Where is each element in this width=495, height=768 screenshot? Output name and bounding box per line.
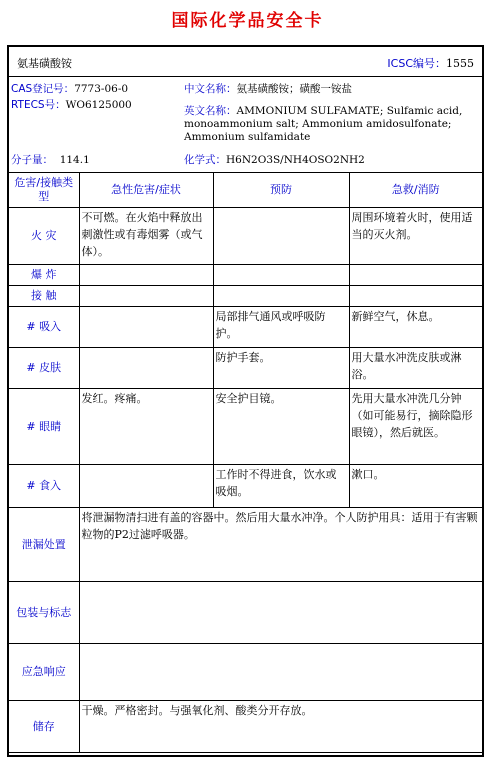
en-value: AMMONIUM SULFAMATE; Sulfamic acid, monoammonium salt; Ammonium amidosulfonate; Ammonium sulfamidate xyxy=(184,105,463,143)
rtecs-label: RTECS号： xyxy=(11,99,66,111)
row-prevention: 工作时不得进食，饮水或吸烟。 xyxy=(213,464,349,507)
row-prevention: 局部排气通风或呼吸防护。 xyxy=(213,306,349,347)
cn-value: 氨基磺酸铵；磺酸一铵盐 xyxy=(236,83,352,95)
icsc-number xyxy=(387,55,474,71)
en-name-block xyxy=(184,105,476,144)
row-symptoms: 发红。疼痛。 xyxy=(79,388,213,464)
mw-line xyxy=(11,152,90,167)
row-type: 火 灾 xyxy=(9,207,79,264)
row-symptoms xyxy=(79,347,213,388)
row-symptoms xyxy=(79,306,213,347)
row-type: # 食入 xyxy=(9,464,79,507)
row-prevention xyxy=(213,285,349,306)
section-row xyxy=(9,581,482,643)
section-text: 干燥。严格密封。与强氧化剂、酸类分开存放。 xyxy=(79,700,482,752)
card-title: 国际化学品安全卡 xyxy=(171,11,324,31)
row-type: # 眼睛 xyxy=(9,388,79,464)
row-symptoms: 不可燃。在火焰中释放出刺激性或有毒烟雾（或气体）。 xyxy=(79,207,213,264)
table-row xyxy=(9,347,482,388)
section-row xyxy=(9,643,482,700)
icsc-label: ICSC编号： xyxy=(387,57,446,70)
cn-name-line xyxy=(184,81,352,96)
row-prevention xyxy=(213,264,349,285)
row-symptoms xyxy=(79,285,213,306)
formula-line xyxy=(184,152,365,167)
row-first-aid xyxy=(349,285,482,306)
section-text xyxy=(79,581,482,643)
cn-label: 中文名称： xyxy=(184,83,237,95)
header-symptoms: 急性危害/症状 xyxy=(79,173,213,207)
row-type: 接 触 xyxy=(9,285,79,306)
row-first-aid: 新鲜空气，休息。 xyxy=(349,306,482,347)
section-text xyxy=(79,643,482,700)
row-first-aid: 先用大量水冲洗几分钟（如可能易行，摘除隐形眼镜），然后就医。 xyxy=(349,388,482,464)
cas-line xyxy=(11,81,128,96)
row-symptoms xyxy=(79,264,213,285)
section-row xyxy=(9,507,482,581)
icsc-value: 1555 xyxy=(446,57,474,70)
section-row xyxy=(9,700,482,752)
row-first-aid: 周围环境着火时，使用适当的灭火剂。 xyxy=(349,207,482,264)
table-row xyxy=(9,207,482,264)
row-prevention: 防护手套。 xyxy=(213,347,349,388)
header-first-aid: 急救/消防 xyxy=(349,173,482,207)
card-header xyxy=(9,47,482,77)
cas-value: 7773-06-0 xyxy=(74,83,129,95)
section-label: 包装与标志 xyxy=(9,581,79,643)
row-first-aid xyxy=(349,264,482,285)
table-row xyxy=(9,464,482,507)
formula-label: 化学式： xyxy=(184,154,226,166)
cas-label: CAS登记号： xyxy=(11,83,75,95)
row-first-aid: 用大量水冲洗皮肤或淋浴。 xyxy=(349,347,482,388)
table-row xyxy=(9,264,482,285)
en-label: 英文名称： xyxy=(184,105,237,117)
section-label: 储存 xyxy=(9,700,79,752)
table-header-row xyxy=(9,173,482,207)
row-prevention xyxy=(213,207,349,264)
section-label: 应急响应 xyxy=(9,643,79,700)
header-prevention: 预防 xyxy=(213,173,349,207)
header-type: 危害/接触类型 xyxy=(9,173,79,207)
identity-block xyxy=(9,77,482,173)
rtecs-line xyxy=(11,97,132,112)
section-text: 将泄漏物清扫进有盖的容器中。然后用大量水冲净。个人防护用具：适用于有害颗粒物的P2过滤呼吸器。 xyxy=(79,507,482,581)
row-prevention: 安全护目镜。 xyxy=(213,388,349,464)
formula-value: H6N2O3S/NH4OSO2NH2 xyxy=(226,154,365,166)
section-label: 泄漏处置 xyxy=(9,507,79,581)
rtecs-value: WO6125000 xyxy=(65,99,132,111)
row-symptoms xyxy=(79,464,213,507)
row-type: # 皮肤 xyxy=(9,347,79,388)
table-row xyxy=(9,306,482,347)
table-row xyxy=(9,388,482,464)
hazard-table xyxy=(9,173,482,753)
mw-value: 114.1 xyxy=(59,154,90,166)
row-first-aid: 漱口。 xyxy=(349,464,482,507)
row-type: # 吸入 xyxy=(9,306,79,347)
safety-card xyxy=(7,45,484,757)
row-type: 爆 炸 xyxy=(9,264,79,285)
mw-label: 分子量： xyxy=(11,154,53,166)
chemical-name: 氨基磺酸铵 xyxy=(17,57,72,70)
table-row xyxy=(9,285,482,306)
